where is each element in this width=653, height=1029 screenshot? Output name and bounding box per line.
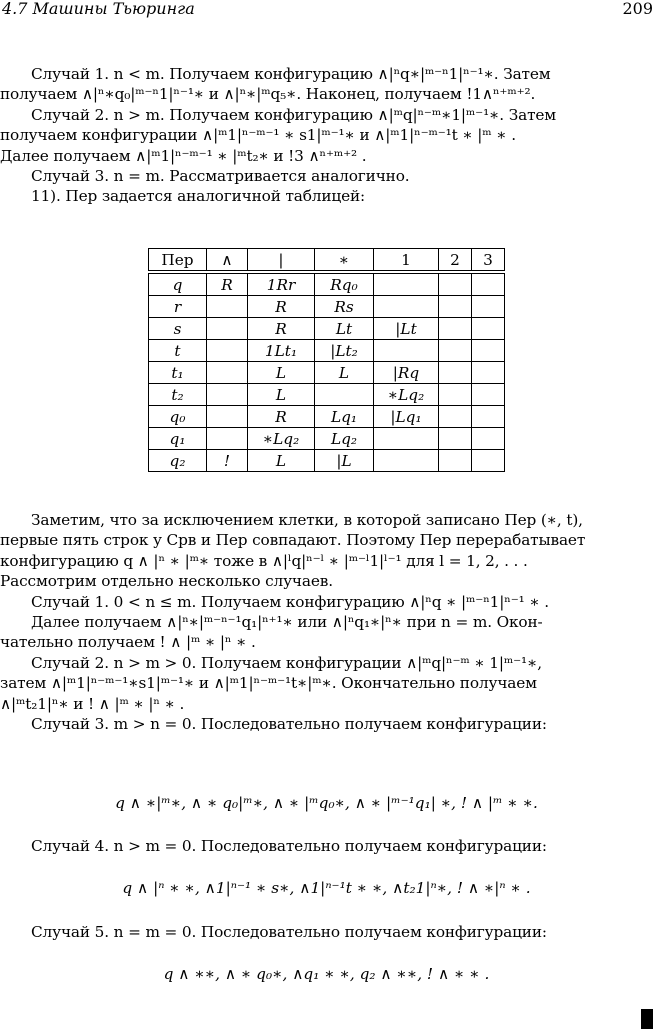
paragraph-cases-per bbox=[0, 510, 653, 734]
table-cell: ∗Lq₂ bbox=[248, 428, 315, 450]
running-header bbox=[0, 0, 653, 22]
table-cell bbox=[472, 318, 505, 340]
table-cell bbox=[472, 340, 505, 362]
formula-case3: q ∧ ∗|ᵐ∗, ∧ ∗ q₀|ᵐ∗, ∧ ∗ |ᵐq₀∗, ∧ ∗ |ᵐ⁻¹q₁| ∗, ! ∧ |ᵐ ∗ ∗. bbox=[115, 794, 538, 812]
table-row bbox=[149, 384, 505, 406]
table-cell bbox=[315, 384, 374, 406]
table-cell bbox=[439, 362, 472, 384]
text-line: Далее получаем ∧|ᵐ1|ⁿ⁻ᵐ⁻¹ ∗ |ᵐt₂∗ и !3 ∧ⁿ⁺ᵐ⁺² . bbox=[0, 146, 367, 165]
table-cell bbox=[374, 428, 439, 450]
table-cell bbox=[472, 406, 505, 428]
page-number: 209 bbox=[622, 0, 653, 18]
table-cell bbox=[374, 340, 439, 362]
table-cell: L bbox=[315, 362, 374, 384]
text-line: получаем конфигурации ∧|ᵐ1|ⁿ⁻ᵐ⁻¹ ∗ s1|ᵐ⁻¹∗ и ∧|ᵐ1|ⁿ⁻ᵐ⁻¹t ∗ |ᵐ ∗ . bbox=[0, 126, 516, 145]
table-cell bbox=[439, 406, 472, 428]
table-cell: |Lq₁ bbox=[374, 406, 439, 428]
paragraph-case5 bbox=[0, 922, 653, 942]
table-cell bbox=[472, 450, 505, 472]
table-cell bbox=[472, 296, 505, 318]
table-cell: L bbox=[248, 450, 315, 472]
table-cell bbox=[374, 274, 439, 296]
text-line: Случай 3. m > n = 0. Последовательно получаем конфигурации: bbox=[31, 715, 547, 734]
table-cell: q₁ bbox=[149, 428, 207, 450]
table-header-cell: 1 bbox=[374, 249, 439, 271]
table-header-cell: | bbox=[248, 249, 315, 271]
text-line: получаем ∧|ⁿ∗q₀|ᵐ⁻ⁿ1|ⁿ⁻¹∗ и ∧|ⁿ∗|ᵐq₅∗. Наконец, получаем !1∧ⁿ⁺ᵐ⁺². bbox=[0, 85, 536, 104]
table-row bbox=[149, 340, 505, 362]
table-cell: t₂ bbox=[149, 384, 207, 406]
table-cell: R bbox=[207, 274, 248, 296]
text-line: Случай 5. n = m = 0. Последовательно получаем конфигурации: bbox=[31, 923, 547, 941]
table-row bbox=[149, 362, 505, 384]
table-cell bbox=[472, 362, 505, 384]
table-cell bbox=[472, 384, 505, 406]
table-cell: |Rq bbox=[374, 362, 439, 384]
text-line: Случай 2. n > m. Получаем конфигурацию ∧|ᵐq|ⁿ⁻ᵐ∗1|ᵐ⁻¹∗. Затем bbox=[31, 105, 557, 124]
table-cell: R bbox=[248, 318, 315, 340]
table-cell: q₂ bbox=[149, 450, 207, 472]
table-row bbox=[149, 274, 505, 296]
formula-case5: q ∧ ∗∗, ∧ ∗ q₀∗, ∧q₁ ∗ ∗, q₂ ∧ ∗∗, ! ∧ ∗ ∗ . bbox=[163, 965, 490, 983]
table-cell bbox=[439, 274, 472, 296]
text-line: чательно получаем ! ∧ |ᵐ ∗ |ⁿ ∗ . bbox=[0, 633, 256, 652]
text-line: Случай 2. n > m > 0. Получаем конфигурации ∧|ᵐq|ⁿ⁻ᵐ ∗ 1|ᵐ⁻¹∗, bbox=[31, 653, 542, 672]
table-cell: t₁ bbox=[149, 362, 207, 384]
table-row bbox=[149, 450, 505, 472]
section-title: 4.7 Машины Тьюринга bbox=[2, 0, 195, 18]
table-header-cell: ∗ bbox=[315, 249, 374, 271]
text-line: Случай 4. n > m = 0. Последовательно получаем конфигурации: bbox=[31, 837, 547, 855]
text-line: Случай 1. 0 < n ≤ m. Получаем конфигурацию ∧|ⁿq ∗ |ᵐ⁻ⁿ1|ⁿ⁻¹ ∗ . bbox=[31, 592, 550, 611]
table-cell: ! bbox=[207, 450, 248, 472]
table-cell bbox=[207, 428, 248, 450]
table-header-cell: ∧ bbox=[207, 249, 248, 271]
transition-table bbox=[148, 248, 505, 472]
table-cell: q bbox=[149, 274, 207, 296]
table-cell bbox=[472, 428, 505, 450]
table-cell bbox=[207, 340, 248, 362]
table-cell: 1Rr bbox=[248, 274, 315, 296]
text-line: Случай 3. n = m. Рассматривается аналогично. bbox=[31, 167, 410, 186]
table-cell bbox=[439, 318, 472, 340]
paragraph-cases-srv bbox=[0, 64, 653, 207]
text-line: Случай 1. n < m. Получаем конфигурацию ∧|ⁿq∗|ᵐ⁻ⁿ1|ⁿ⁻¹∗. Затем bbox=[31, 65, 551, 83]
table-cell: L bbox=[248, 362, 315, 384]
table-header-cell: 2 bbox=[439, 249, 472, 271]
text-line: затем ∧|ᵐ1|ⁿ⁻ᵐ⁻¹∗s1|ᵐ⁻¹∗ и ∧|ᵐ1|ⁿ⁻ᵐ⁻¹t∗|ᵐ∗. Окончательно получаем bbox=[0, 674, 537, 693]
table-body bbox=[149, 274, 505, 472]
table-cell: 1Lt₁ bbox=[248, 340, 315, 362]
table-cell: |Lt₂ bbox=[315, 340, 374, 362]
text-line: 11). Пер задается аналогичной таблицей: bbox=[31, 187, 366, 206]
table-cell: R bbox=[248, 296, 315, 318]
table-cell bbox=[207, 406, 248, 428]
table-cell: |Lt bbox=[374, 318, 439, 340]
table-cell: Rq₀ bbox=[315, 274, 374, 296]
table-header-cell: 3 bbox=[472, 249, 505, 271]
formula-case4: q ∧ |ⁿ ∗ ∗, ∧1|ⁿ⁻¹ ∗ s∗, ∧1|ⁿ⁻¹t ∗ ∗, ∧t₂1|ⁿ∗, ! ∧ ∗|ⁿ ∗ . bbox=[122, 879, 531, 897]
text-line: Заметим, что за исключением клетки, в которой записано Пер (∗, t), bbox=[31, 511, 583, 529]
text-line: Далее получаем ∧|ⁿ∗|ᵐ⁻ⁿ⁻¹q₁|ⁿ⁺¹∗ или ∧|ⁿq₁∗|ⁿ∗ при n = m. Окон- bbox=[31, 613, 543, 632]
table-cell bbox=[207, 362, 248, 384]
paragraph-case4 bbox=[0, 836, 653, 856]
table-cell bbox=[439, 384, 472, 406]
table-row bbox=[149, 318, 505, 340]
table-cell bbox=[207, 296, 248, 318]
table-cell bbox=[374, 296, 439, 318]
text-line: Рассмотрим отдельно несколько случаев. bbox=[0, 572, 333, 591]
text-line: ∧|ᵐt₂1|ⁿ∗ и ! ∧ |ᵐ ∗ |ⁿ ∗ . bbox=[0, 694, 185, 713]
table-cell: t bbox=[149, 340, 207, 362]
table-cell bbox=[207, 384, 248, 406]
table-cell bbox=[439, 428, 472, 450]
table-cell: q₀ bbox=[149, 406, 207, 428]
table-cell: |L bbox=[315, 450, 374, 472]
table-header-cell: Пер bbox=[149, 249, 207, 271]
table-cell: s bbox=[149, 318, 207, 340]
table-cell: Lq₂ bbox=[315, 428, 374, 450]
table-cell bbox=[439, 450, 472, 472]
table-cell: Rs bbox=[315, 296, 374, 318]
table-header-row bbox=[149, 249, 505, 271]
table-cell: Lt bbox=[315, 318, 374, 340]
table-row bbox=[149, 428, 505, 450]
table-cell: Lq₁ bbox=[315, 406, 374, 428]
table-cell: ∗Lq₂ bbox=[374, 384, 439, 406]
table-cell bbox=[374, 450, 439, 472]
table-cell: L bbox=[248, 384, 315, 406]
table-cell bbox=[207, 318, 248, 340]
table-cell bbox=[439, 296, 472, 318]
table-cell: r bbox=[149, 296, 207, 318]
text-line: конфигурацию q ∧ |ⁿ ∗ |ᵐ∗ тоже в ∧|ˡq|ⁿ⁻ˡ ∗ |ᵐ⁻ˡ1|ˡ⁻¹ для l = 1, 2, . . . bbox=[0, 551, 528, 570]
end-of-page-mark bbox=[641, 1009, 653, 1029]
text-line: первые пять строк у Срв и Пер совпадают. Поэтому Пер перерабатывает bbox=[0, 531, 586, 550]
table-row bbox=[149, 296, 505, 318]
table-cell bbox=[472, 274, 505, 296]
table-row bbox=[149, 406, 505, 428]
table-cell: R bbox=[248, 406, 315, 428]
table-cell bbox=[439, 340, 472, 362]
